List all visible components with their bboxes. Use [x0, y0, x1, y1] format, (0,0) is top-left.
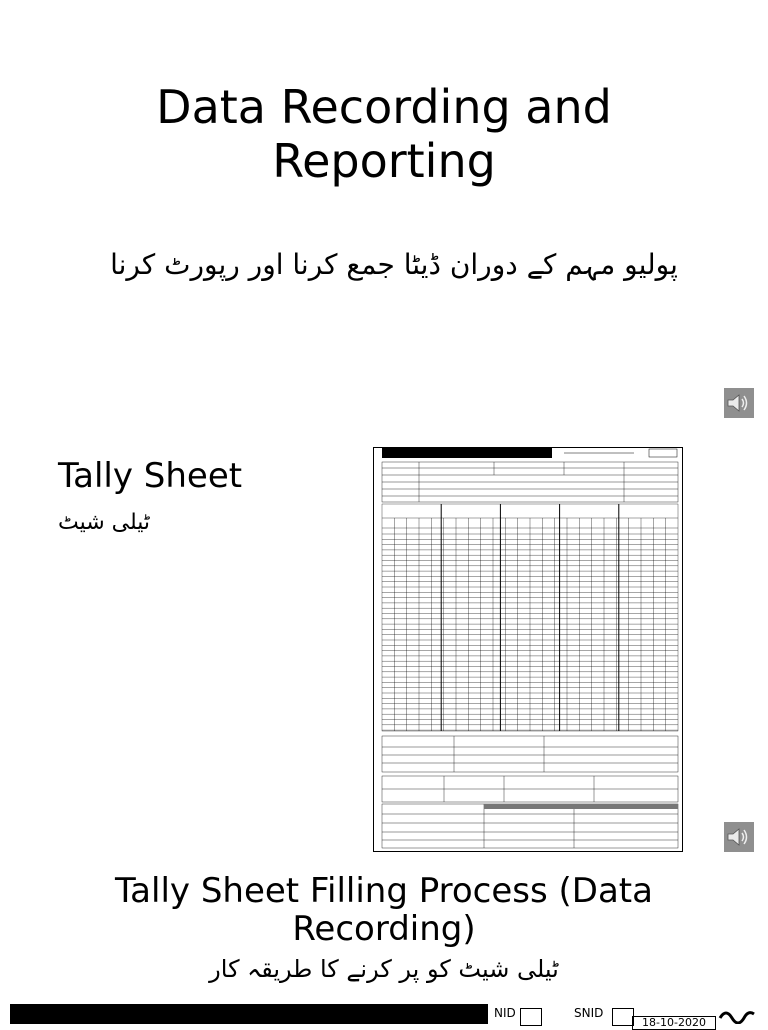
footer-date: 18-10-2020 — [632, 1016, 716, 1030]
process-title-urdu: ٹیلی شیٹ کو پر کرنے کا طریقہ کار — [209, 955, 559, 983]
slide-title-line1: Data Recording and — [156, 80, 612, 134]
nid-checkbox[interactable] — [520, 1008, 542, 1026]
speaker-icon[interactable] — [724, 822, 754, 852]
slide-title — [0, 80, 768, 188]
footer-black-bar — [10, 1004, 488, 1024]
process-title-line2: Recording) — [292, 909, 476, 949]
slide-title-urdu: پولیو مہم کے دوران ڈیٹا جمع کرنا اور رپورٹ کرنا — [110, 248, 678, 281]
tally-sheet-image — [373, 447, 683, 852]
slide-title-line2: Reporting — [272, 134, 496, 188]
footer-logo-icon — [716, 1004, 756, 1029]
snid-label: SNID — [574, 1006, 604, 1020]
tally-sheet-heading-urdu: ٹیلی شیٹ — [58, 510, 151, 535]
tally-sheet-heading: Tally Sheet — [58, 456, 243, 496]
footer-strip — [0, 1004, 768, 1029]
snid-checkbox[interactable] — [612, 1008, 634, 1026]
speaker-icon[interactable] — [724, 388, 754, 418]
nid-label: NID — [494, 1006, 516, 1020]
process-title — [0, 872, 768, 948]
process-title-line1: Tally Sheet Filling Process (Data — [115, 871, 653, 911]
